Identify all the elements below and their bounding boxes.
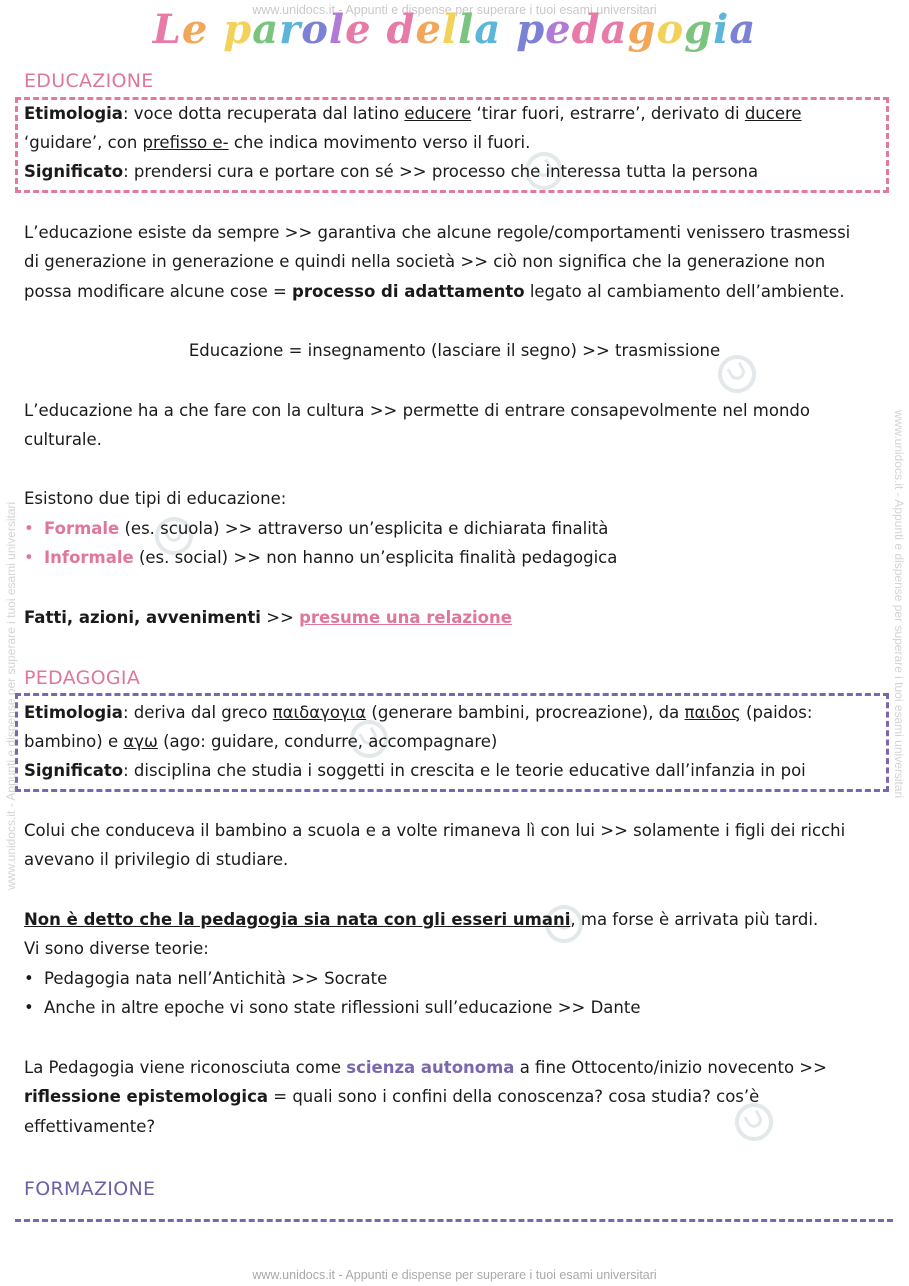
educazione-paragraph2-line1: L’educazione ha a che fare con la cultura >> permette di entrare consapevolmente nel mondo	[24, 401, 810, 420]
educazione-formula: Educazione = insegnamento (lasciare il segno) >> trasmissione	[188, 341, 721, 360]
pedagogia-paragraph2-line1: Non è detto che la pedagogia sia nata con gli esseri umani, ma forse è arrivata più tardi.	[24, 910, 819, 929]
title-letter	[501, 2, 516, 58]
title-letter: g	[627, 6, 657, 53]
title-letter: o	[656, 6, 685, 53]
educazione-paragraph2-line2: culturale.	[24, 430, 102, 449]
title-letter	[372, 2, 387, 58]
title-letter: d	[386, 6, 416, 53]
title-letter: e	[181, 6, 209, 53]
list-item-informale: • Informale (es. social) >> non hanno un’esplicita finalità pedagogica	[24, 548, 618, 567]
educazione-tipi-intro: Esistono due tipi di educazione:	[24, 489, 287, 508]
pedagogia-paragraph3-line1: La Pedagogia viene riconosciuta come scienza autonoma a fine Ottocento/inizio novecento >>	[24, 1058, 827, 1077]
title-letter: a	[600, 6, 628, 53]
heading-formazione: FORMAZIONE	[24, 1178, 156, 1200]
list-item-formale: • Formale (es. scuola) >> attraverso un’esplicita e dichiarata finalità	[24, 519, 609, 538]
pedagogia-paragraph1-line2: avevano il privilegio di studiare.	[24, 850, 289, 869]
title-letter: l	[458, 6, 475, 53]
heading-pedagogia: PEDAGOGIA	[24, 667, 141, 689]
title-letter	[208, 2, 223, 58]
title-letter: d	[571, 6, 601, 53]
title-letter: l	[328, 6, 346, 53]
pedagogia-significato: Significato: disciplina che studia i soggetti in crescita e le teorie educative dall’infanzia in poi	[24, 761, 806, 780]
title-letter: a	[474, 6, 502, 53]
pedagogia-etimologia-line2: bambino) e αγω (ago: guidare, condurre, accompagnare)	[24, 732, 498, 751]
title-letter: g	[684, 6, 714, 53]
educazione-relazione: Fatti, azioni, avvenimenti >> presume una relazione	[24, 608, 512, 627]
title-letter: e	[415, 6, 442, 53]
educazione-paragraph1-line3: possa modificare alcune cose = processo di adattamento legato al cambiamento dell’ambiente.	[24, 282, 845, 301]
watermark-top: www.unidocs.it - Appunti e dispense per superare i tuoi esami universitari	[252, 3, 657, 17]
pedagogia-paragraph3-line3: effettivamente?	[24, 1117, 156, 1136]
title-letter: i	[713, 6, 730, 53]
watermark-bottom: www.unidocs.it - Appunti e dispense per superare i tuoi esami universitari	[252, 1268, 657, 1282]
educazione-paragraph1-line2: di generazione in generazione e quindi nella società >> ciò non significa che la generazione non	[24, 252, 826, 271]
watermark-left: www.unidocs.it - Appunti e dispense per superare i tuoi esami universitari	[4, 501, 18, 890]
page-title	[0, 2, 909, 58]
title-letter: L	[152, 6, 182, 53]
title-letter: a	[252, 6, 280, 53]
heading-educazione: EDUCAZIONE	[24, 70, 154, 92]
pedagogia-etimologia-line1: Etimologia: deriva dal greco παιδαγογια (generare bambini, procreazione), da παιδος (paidos:	[24, 703, 813, 722]
watermark-right: www.unidocs.it - Appunti e dispense per superare i tuoi esami universitari	[892, 410, 906, 799]
list-item-socrate: • Pedagogia nata nell’Antichità >> Socrate	[24, 969, 388, 988]
educazione-paragraph1-line1: L’educazione esiste da sempre >> garantiva che alcune regole/comportamenti venissero trasmessi	[24, 223, 851, 242]
title-letter: r	[279, 6, 302, 53]
list-item-dante: • Anche in altre epoche vi sono state riflessioni sull’educazione >> Dante	[24, 998, 641, 1017]
title-letter: p	[516, 6, 546, 53]
title-letter: p	[223, 6, 253, 53]
educazione-etimologia-line2: ‘guidare’, con prefisso e- che indica movimento verso il fuori.	[24, 133, 531, 152]
divider	[15, 1219, 893, 1222]
pedagogia-paragraph3-line2: riflessione epistemologica = quali sono i confini della conoscenza? cosa studia? cos’è	[24, 1087, 760, 1106]
educazione-etimologia-line1: Etimologia: voce dotta recuperata dal latino educere ‘tirar fuori, estrarre’, derivato di ducere	[24, 104, 802, 123]
title-letter: o	[301, 6, 329, 53]
title-letter: e	[545, 6, 572, 53]
title-letter: l	[441, 6, 459, 53]
educazione-significato: Significato: prendersi cura e portare con sé >> processo che interessa tutta la persona	[24, 162, 759, 181]
pedagogia-paragraph2-line2: Vi sono diverse teorie:	[24, 939, 209, 958]
pedagogia-paragraph1-line1: Colui che conduceva il bambino a scuola e a volte rimaneva lì con lui >> solamente i figli dei ricchi	[24, 821, 846, 840]
title-letter: a	[729, 6, 757, 53]
title-letter: e	[345, 6, 372, 53]
